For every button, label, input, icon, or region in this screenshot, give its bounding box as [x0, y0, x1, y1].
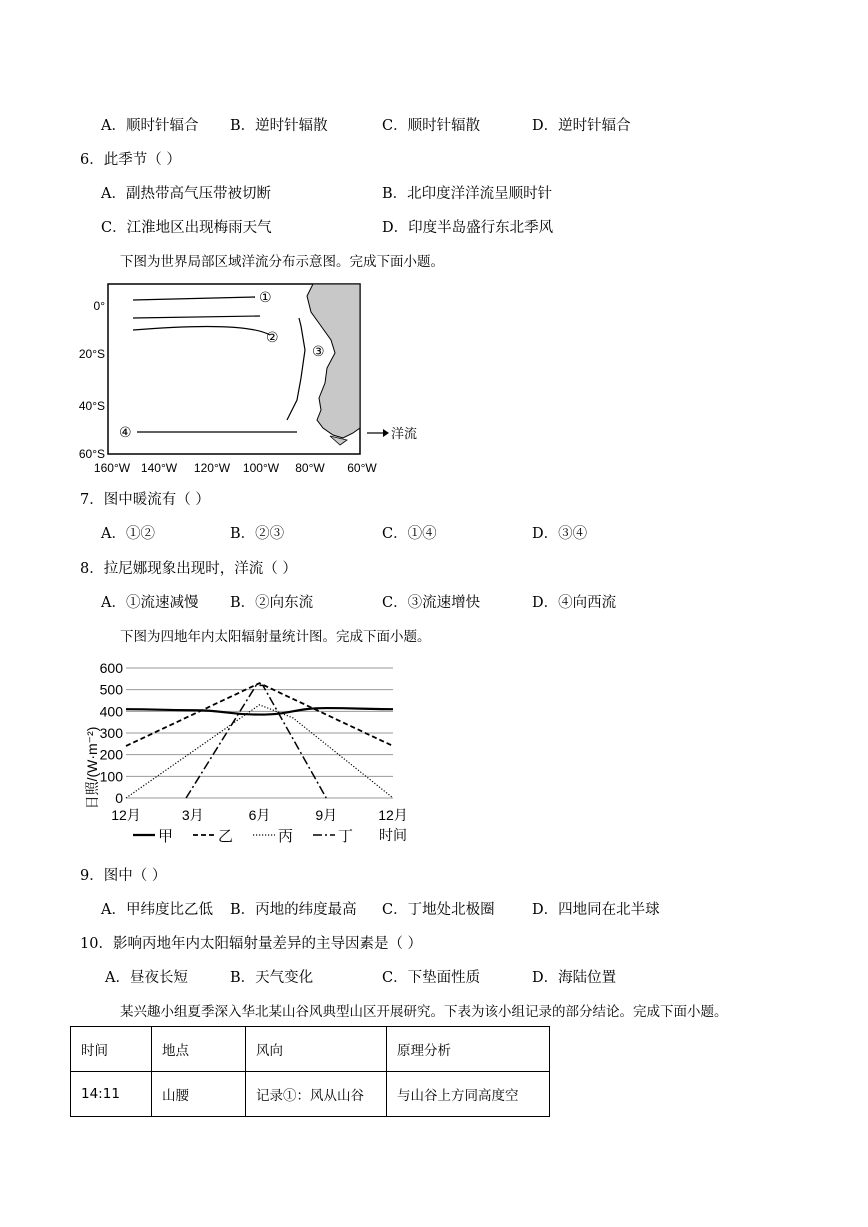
q9-option-c: C．丁地处北极圈	[382, 902, 495, 918]
q5-option-d: D．逆时针辐合	[532, 118, 631, 134]
ocean-current-map	[75, 278, 455, 478]
chart-legend-label: 丙	[278, 828, 294, 845]
lon-label-140w: 140°W	[140, 461, 178, 475]
chart-legend-label: 乙	[218, 828, 234, 845]
q10-option-a: A．昼夜长短	[105, 970, 188, 986]
q9-stem: 9．图中（ ）	[80, 868, 167, 884]
q5-option-a: A．顺时针辐合	[101, 118, 199, 134]
q7-option-a: A．①②	[101, 526, 155, 542]
table-header-cell: 时间	[71, 1027, 152, 1072]
intro-7-8: 下图为世界局部区域洋流分布示意图。完成下面小题。	[120, 254, 444, 270]
table-header-cell: 地点	[152, 1027, 246, 1072]
q7-option-b: B．②③	[230, 526, 285, 542]
q9-option-a: A．甲纬度比乙低	[101, 902, 213, 918]
table-header-cell: 原理分析	[387, 1027, 550, 1072]
lat-label-40s: 40°S	[78, 399, 105, 413]
table-cell: 14:11	[71, 1072, 152, 1117]
lat-label-0: 0°	[93, 299, 105, 313]
chart-x-axis-label: 时间	[379, 827, 407, 843]
lon-label-100w: 100°W	[242, 461, 280, 475]
q8-option-b: B．②向东流	[230, 595, 314, 611]
lon-label-120w: 120°W	[193, 461, 231, 475]
q7-option-c: C．①④	[382, 526, 437, 542]
map-legend-label: 洋流	[391, 426, 418, 441]
q6-option-a: A．副热带高气压带被切断	[101, 186, 271, 202]
chart-y-tick-label: 200	[99, 746, 123, 763]
legend-arrow-icon	[367, 429, 389, 437]
current-3-label: ③	[312, 343, 325, 359]
q10-option-c: C．下垫面性质	[382, 970, 481, 986]
chart-legend-label: 丁	[338, 828, 354, 845]
table-cell: 记录①：风从山谷	[246, 1072, 387, 1117]
q8-option-a: A．①流速减慢	[101, 595, 199, 611]
chart-y-tick-label: 0	[115, 790, 123, 806]
chart-series-丁	[186, 685, 326, 798]
q9-option-d: D．四地同在北半球	[532, 902, 660, 918]
q10-stem: 10．影响丙地年内太阳辐射量差异的主导因素是（ ）	[80, 936, 423, 952]
chart-series-丙	[126, 705, 393, 798]
chart-x-tick-label: 12月	[378, 807, 408, 823]
q7-option-d: D．③④	[532, 526, 588, 542]
chart-x-tick-label: 12月	[111, 807, 141, 823]
table-cell: 与山谷上方同高度空	[387, 1072, 550, 1117]
lon-label-160w: 160°W	[93, 461, 131, 475]
chart-x-tick-label: 9月	[315, 807, 338, 823]
q8-stem: 8．拉尼娜现象出现时，洋流（ ）	[80, 561, 297, 577]
chart-y-axis-label: 日照/(W·m⁻²)	[84, 726, 100, 810]
q6-option-d: D．印度半岛盛行东北季风	[382, 220, 554, 236]
q10-option-b: B．天气变化	[230, 970, 314, 986]
q7-stem: 7．图中暖流有（ ）	[80, 492, 210, 508]
q5-option-b: B．逆时针辐散	[230, 118, 328, 134]
intro-11: 某兴趣小组夏季深入华北某山谷风典型山区开展研究。下表为该小组记录的部分结论。完成下面小题。	[120, 1004, 728, 1020]
chart-x-tick-label: 6月	[248, 807, 271, 823]
lat-label-60s: 60°S	[78, 447, 105, 461]
lon-label-60w: 60°W	[347, 461, 377, 475]
q8-option-c: C．③流速增快	[382, 595, 481, 611]
chart-y-tick-label: 500	[99, 681, 123, 698]
q10-option-d: D．海陆位置	[532, 970, 617, 986]
record-table	[70, 1026, 550, 1117]
intro-9-10: 下图为四地年内太阳辐射量统计图。完成下面小题。	[120, 629, 431, 645]
lat-label-20s: 20°S	[78, 347, 105, 361]
solar-radiation-chart	[75, 656, 420, 856]
current-4-label: ④	[119, 424, 132, 440]
table-cell: 山腰	[152, 1072, 246, 1117]
chart-y-tick-label: 300	[99, 725, 123, 741]
q6-option-c: C．江淮地区出现梅雨天气	[101, 220, 272, 236]
q8-option-d: D．④向西流	[532, 595, 617, 611]
lon-label-80w: 80°W	[295, 461, 325, 475]
current-1-label: ①	[259, 289, 272, 305]
table-header-cell: 风向	[246, 1027, 387, 1072]
chart-legend-label: 甲	[158, 828, 174, 845]
q6-option-b: B．北印度洋洋流呈顺时针	[382, 186, 553, 202]
q6-stem: 6．此季节（ ）	[80, 152, 181, 168]
chart-y-tick-label: 400	[99, 703, 123, 720]
chart-y-tick-label: 100	[99, 768, 123, 785]
table-row	[71, 1072, 550, 1117]
q5-option-c: C．顺时针辐散	[382, 118, 481, 134]
q9-option-b: B．丙地的纬度最高	[230, 902, 357, 918]
chart-x-tick-label: 3月	[181, 807, 204, 823]
table-header-row	[71, 1027, 550, 1072]
current-2-label: ②	[266, 329, 279, 345]
chart-y-tick-label: 600	[99, 660, 123, 676]
